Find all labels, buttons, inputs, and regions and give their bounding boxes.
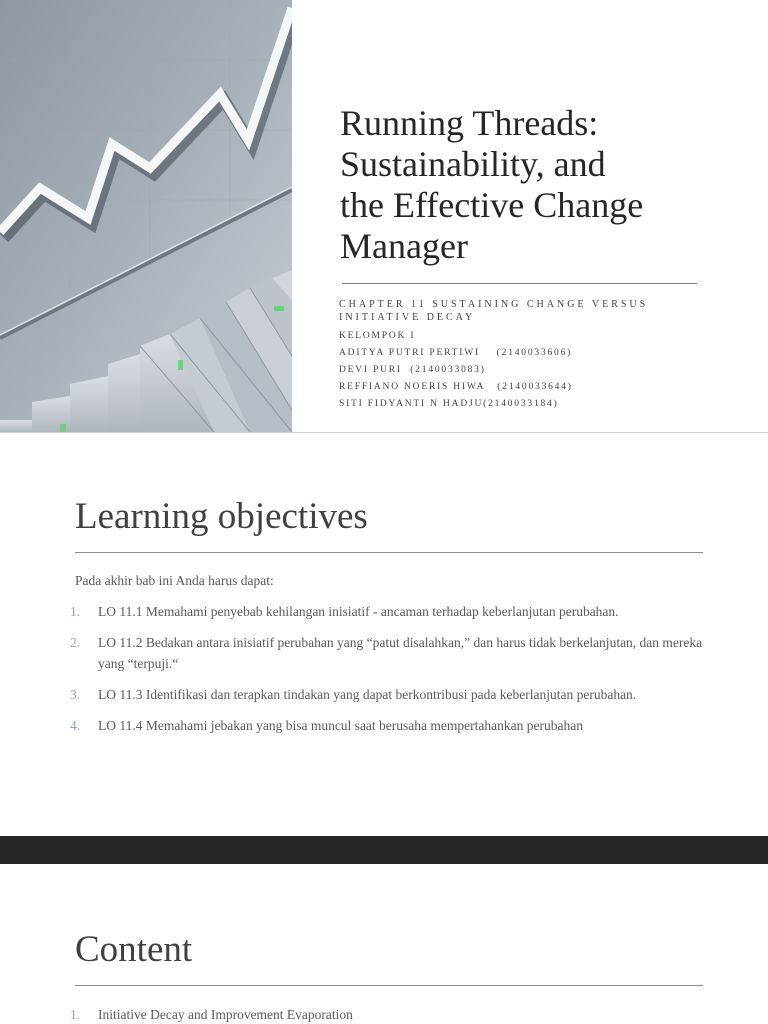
list-text: Initiative Decay and Improvement Evaporation [98,1007,353,1022]
title-slide [0,0,768,432]
group-name: KELOMPOK I [339,331,416,341]
list-number: 1. [70,604,81,619]
list-number: 4. [70,718,81,733]
list-text: LO 11.4 Memahami jebakan yang bisa muncul saat berusaha mempertahankan perubahan [98,718,583,733]
title-line: Sustainability, and [340,144,606,184]
objectives-list [60,601,710,746]
member-line: REFFIANO NOERIS HIWA (2140033644) [339,382,573,392]
member-line: SITI FIDYANTI N HADJU(2140033184) [339,399,559,409]
presentation-title [340,103,750,267]
title-line: the Effective Change [340,185,644,225]
title-meta [339,298,719,413]
title-line: Manager [340,226,468,266]
slide-heading: Learning objectives [75,496,368,537]
heading-underline [75,552,703,553]
list-item [60,632,710,674]
list-text: LO 11.1 Memahami penyebab kehilangan inisiatif - ancaman terhadap keberlanjutan perubahan. [98,604,619,619]
slide-separator-bar [0,836,768,864]
list-text: LO 11.3 Identifikasi dan terapkan tindakan yang dapat berkontribusi pada keberlanjutan perubahan. [98,687,637,702]
member-line: ADITYA PUTRI PERTIWI (2140033606) [339,348,573,358]
list-item [60,715,710,736]
list-item [60,684,710,705]
list-number: 2. [70,635,81,650]
content-slide [0,864,768,1024]
chapter-subtitle: CHAPTER 11 SUSTAINING CHANGE VERSUS INITIATIVE DECAY [339,299,649,323]
list-number: 3. [70,687,81,702]
title-line: Running Threads: [340,103,599,143]
list-number: 1. [70,1007,81,1022]
list-item [60,601,710,622]
intro-text: Pada akhir bab ini Anda harus dapat: [75,573,274,588]
staircase-arrow-image [0,0,292,432]
list-text: LO 11.2 Bedakan antara inisiatif perubahan yang “patut disalahkan,” dan harus tidak berkelanjutan, dan mereka yang “terpuji.“ [98,635,703,671]
learning-objectives-slide [0,433,768,835]
slide-heading: Content [75,929,193,970]
title-underline [342,283,697,284]
list-item [60,1004,710,1024]
heading-underline [75,985,703,986]
content-list [60,1004,710,1024]
member-line: DEVI PURI (2140033083) [339,365,486,375]
